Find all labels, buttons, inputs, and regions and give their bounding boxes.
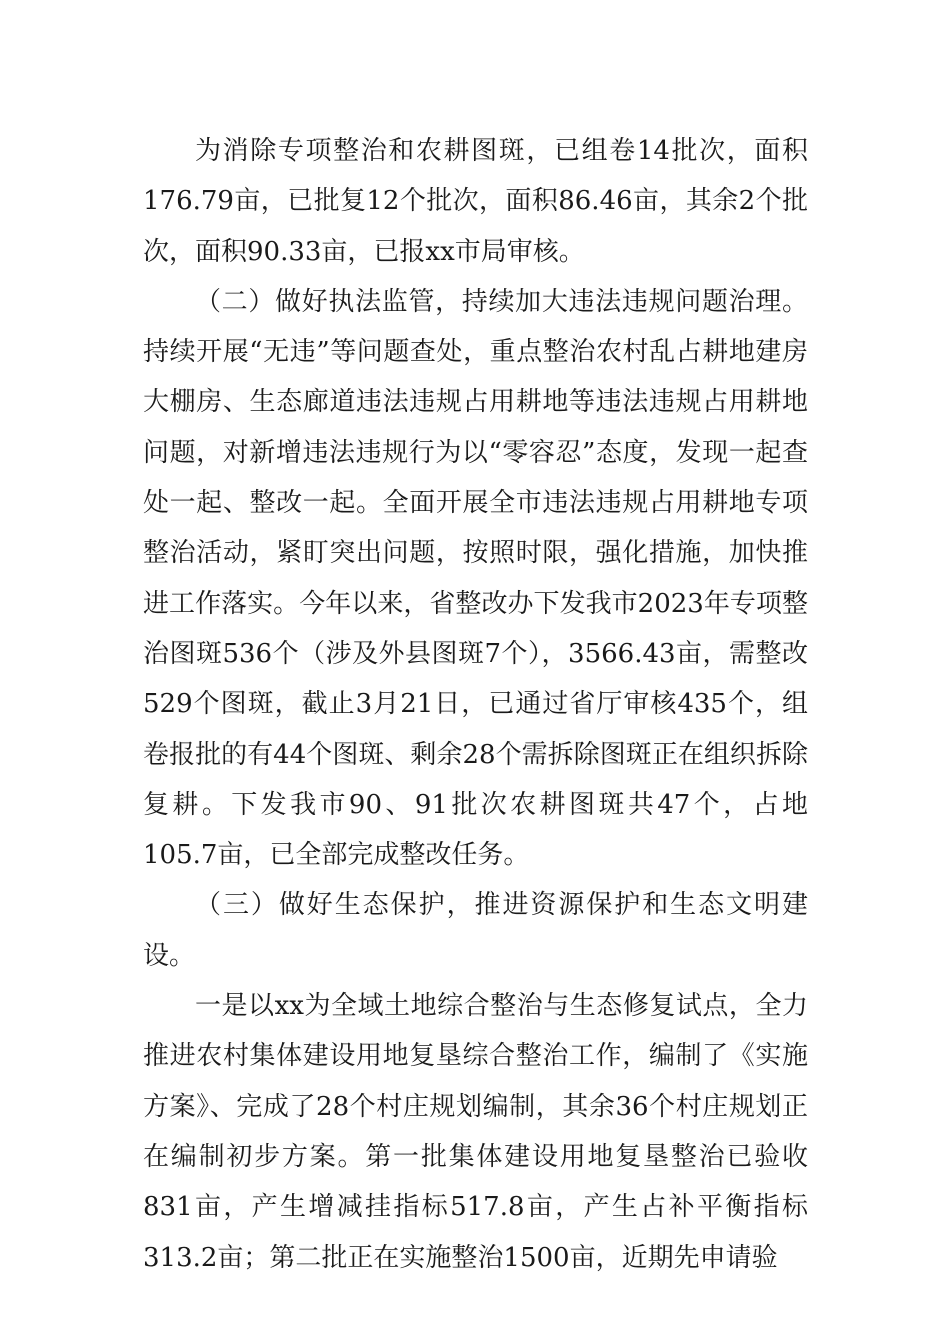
paragraph-law-enforcement: （二）做好执法监管，持续加大违法违规问题治理。持续开展“无违”等问题查处，重点整治农村乱占耕地建房大棚房、生态廊道违法违规占用耕地等违法违规占用耕地问题，对新增违法违规行为以“零容忍”态度，发现一起查处一起、整改一起。全面开展全市违法违规占用耕地专项整治活动，紧盯突出问题，按照时限，强化措施，加快推进工作落实。今年以来，省整改办下发我市2023年专项整治图斑536个（涉及外县图斑7个），3566.43亩，需整改529个图斑，截止3月21日，已通过省厅审核435个，组卷报批的有44个图斑、剩余28个需拆除图斑正在组织拆除复耕。下发我市90、91批次农耕图斑共47个，占地105.7亩，已全部完成整改任务。 bbox=[143, 286, 808, 871]
paragraph-land-consolidation: 一是以xx为全域土地综合整治与生态修复试点，全力推进农村集体建设用地复垦综合整治工作，编制了《实施方案》、完成了28个村庄规划编制，其余36个村庄规划正在编制初步方案。第一批集体建设用地复垦整治已验收831亩，产生增减挂指标517.8亩，产生占补平衡指标313.2亩；第二批正在实施整治1500亩，近期先申请验 bbox=[143, 991, 808, 1273]
paragraph-ecological-heading: （三）做好生态保护，推进资源保护和生态文明建设。 bbox=[143, 890, 808, 971]
paragraph-approval-status: 为消除专项整治和农耕图斑，已组卷14批次，面积176.79亩，已批复12个批次，面积86.46亩，其余2个批次，面积90.33亩，已报xx市局审核。 bbox=[143, 136, 808, 267]
document-body bbox=[143, 126, 808, 1283]
